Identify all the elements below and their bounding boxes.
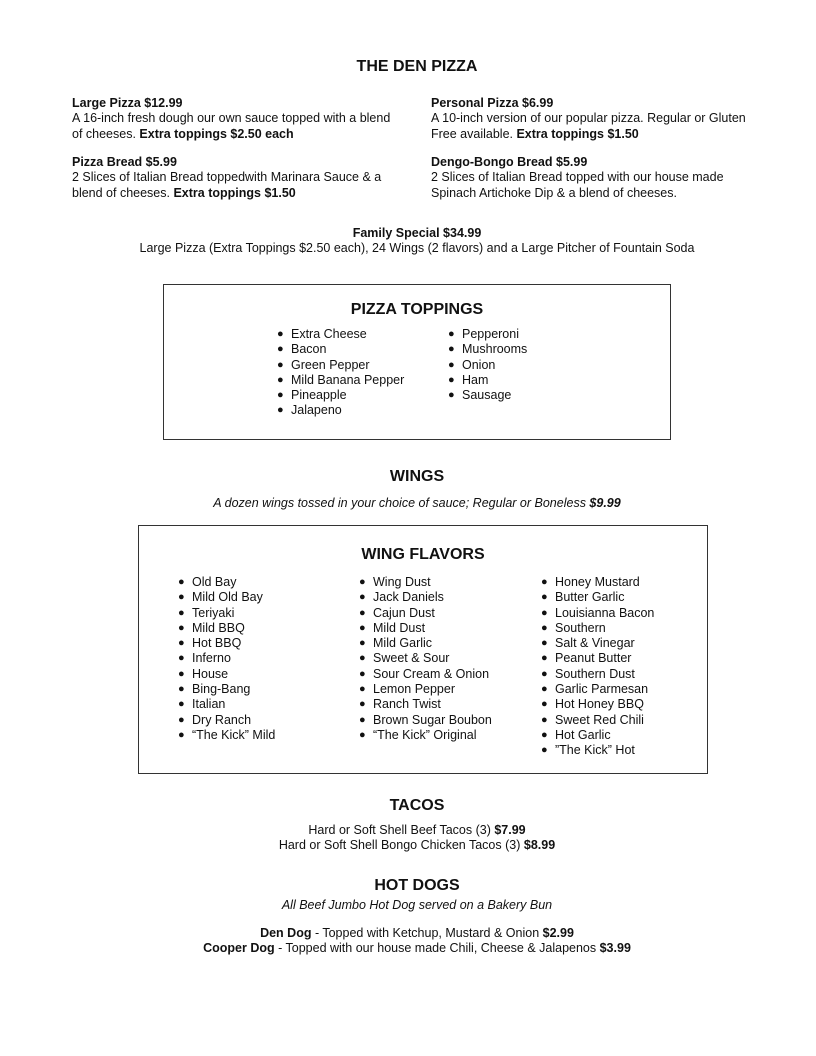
list-item: ● Brown Sugar Boubon [359, 713, 492, 728]
list-item: ● Mild Old Bay [178, 590, 275, 605]
taco-item [0, 838, 816, 853]
menu-item-large-pizza [72, 96, 392, 142]
tacos-title: TACOS [389, 797, 445, 814]
item-desc: 2 Slices of Italian Bread toppedwith Marinara Sauce & a blend of cheeses. [72, 170, 382, 200]
pizza-toppings-box [163, 284, 671, 440]
taco-item-text: Hard or Soft Shell Bongo Chicken Tacos (3) [278, 838, 524, 853]
list-item: ● Sausage [448, 388, 527, 403]
hot-dog-text: - Topped with our house made Chili, Cheese & Jalapenos [274, 941, 600, 956]
list-item: ● Wing Dust [359, 575, 492, 590]
wing-flavors-list-2 [359, 575, 492, 743]
list-item: ● Cajun Dust [359, 606, 492, 621]
list-item: ● Mild Banana Pepper [277, 373, 404, 388]
list-item: ● Honey Mustard [541, 575, 654, 590]
family-special [0, 226, 816, 257]
list-item: ● Sweet & Sour [359, 651, 492, 666]
list-item: ● Dry Ranch [178, 713, 275, 728]
list-item: ● Southern Dust [541, 667, 654, 682]
list-item: ● Bacon [277, 342, 404, 357]
hot-dogs-title: HOT DOGS [374, 877, 460, 894]
list-item: ● Pineapple [277, 388, 404, 403]
list-item: ● Pepperoni [448, 327, 527, 342]
list-item: ● Extra Cheese [277, 327, 404, 342]
list-item: ● Southern [541, 621, 654, 636]
pizza-toppings-title: PIZZA TOPPINGS [350, 301, 484, 318]
list-item: ● “The Kick” Mild [178, 728, 275, 743]
list-item: ● Sour Cream & Onion [359, 667, 492, 682]
list-item: ● Green Pepper [277, 358, 404, 373]
taco-item-price: $8.99 [523, 838, 556, 853]
list-item: ● Lemon Pepper [359, 682, 492, 697]
list-item: ● Ranch Twist [359, 697, 492, 712]
wing-flavors-box [138, 525, 708, 774]
toppings-list-1 [277, 327, 404, 419]
list-item: ● Old Bay [178, 575, 275, 590]
hot-dog-price: $3.99 [599, 941, 631, 956]
list-item: ● Salt & Vinegar [541, 636, 654, 651]
list-item: ● Mild BBQ [178, 621, 275, 636]
item-extra: Extra toppings $2.50 each [139, 126, 294, 141]
list-item: ● ”The Kick” Hot [541, 743, 654, 758]
menu-item-dengo-bongo-bread [431, 155, 756, 201]
wings-title: WINGS [389, 468, 445, 485]
list-item: ● Ham [448, 373, 527, 388]
item-desc: 2 Slices of Italian Bread topped with our house made Spinach Artichoke Dip & a blend of cheeses. [431, 170, 724, 200]
menu-item-pizza-bread [72, 155, 397, 201]
tacos-list [0, 823, 816, 854]
list-item: ● Jack Daniels [359, 590, 492, 605]
hot-dogs-desc: All Beef Jumbo Hot Dog served on a Bakery Bun [281, 898, 553, 912]
item-desc: A 16-inch fresh dough our own sauce topped with a blend of cheeses. [72, 111, 391, 141]
list-item: ● House [178, 667, 275, 682]
list-item: ● Mild Dust [359, 621, 492, 636]
list-item: ● Mushrooms [448, 342, 527, 357]
menu-item-personal-pizza [431, 96, 751, 142]
wings-desc-text: A dozen wings tossed in your choice of sauce; Regular or Boneless [213, 496, 590, 510]
taco-item-price: $7.99 [494, 823, 526, 837]
hot-dogs-list [0, 926, 816, 957]
list-item: ● Inferno [178, 651, 275, 666]
list-item: ● Hot Honey BBQ [541, 697, 654, 712]
list-item: ● Mild Garlic [359, 636, 492, 651]
list-item: ● Hot BBQ [178, 636, 275, 651]
wing-flavors-list-3 [541, 575, 654, 759]
hot-dog-name: Cooper Dog [203, 941, 275, 956]
item-desc: A 10-inch version of our popular pizza. Regular or Gluten Free available. [431, 111, 746, 141]
list-item: ● Italian [178, 697, 275, 712]
list-item: ● Jalapeno [277, 403, 404, 418]
hot-dog-text: - Topped with Ketchup, Mustard & Onion [311, 926, 543, 940]
family-special-title: Family Special $34.99 [352, 226, 482, 240]
page-title: THE DEN PIZZA [356, 58, 478, 75]
item-title: Large Pizza $12.99 [72, 96, 183, 110]
hot-dog-name: Den Dog [260, 926, 312, 940]
list-item: ● Sweet Red Chili [541, 713, 654, 728]
family-special-desc: Large Pizza (Extra Toppings $2.50 each), 24 Wings (2 flavors) and a Large Pitcher of Fountain Soda [139, 241, 695, 256]
list-item: ● Teriyaki [178, 606, 275, 621]
list-item: ● Butter Garlic [541, 590, 654, 605]
wings-desc [0, 496, 816, 511]
list-item: ● Onion [448, 358, 527, 373]
item-extra: Extra toppings $1.50 [173, 185, 296, 200]
taco-item [0, 823, 816, 838]
list-item: ● Bing-Bang [178, 682, 275, 697]
taco-item-text: Hard or Soft Shell Beef Tacos (3) [308, 823, 495, 837]
item-extra: Extra toppings $1.50 [516, 126, 639, 141]
item-title: Pizza Bread $5.99 [72, 155, 177, 169]
item-title: Dengo-Bongo Bread $5.99 [431, 155, 588, 169]
toppings-list-2 [448, 327, 527, 403]
hot-dog-item [0, 941, 816, 956]
hot-dog-price: $2.99 [542, 926, 574, 940]
list-item: ● Hot Garlic [541, 728, 654, 743]
wings-price: $9.99 [589, 496, 621, 510]
list-item: ● “The Kick” Original [359, 728, 492, 743]
hot-dog-item [0, 926, 816, 941]
list-item: ● Garlic Parmesan [541, 682, 654, 697]
list-item: ● Peanut Butter [541, 651, 654, 666]
item-title: Personal Pizza $6.99 [431, 96, 554, 110]
wing-flavors-list-1 [178, 575, 275, 743]
wing-flavors-title: WING FLAVORS [361, 546, 485, 563]
list-item: ● Louisianna Bacon [541, 606, 654, 621]
